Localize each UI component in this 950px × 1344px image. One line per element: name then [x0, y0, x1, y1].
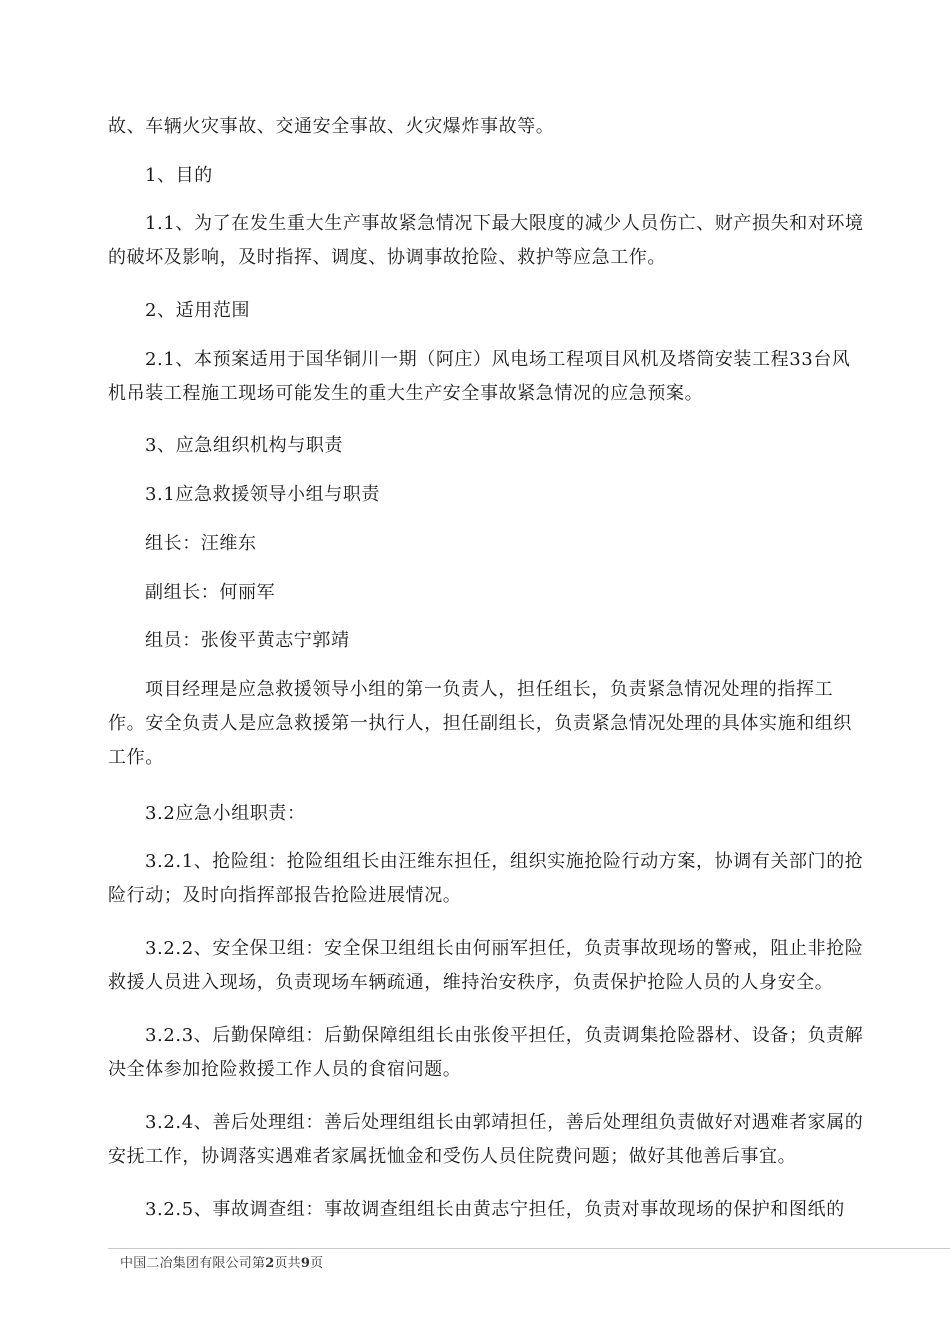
heading-purpose: 1、目的 — [145, 165, 213, 186]
footer-company: 中国二冶集团有限公司第 — [120, 1256, 266, 1271]
paragraph-investigation-team: 3.2.5、事故调查组：事故调查组组长由黄志宁担任，负责对事故现场的保护和图纸的 — [145, 1199, 845, 1220]
group-leader: 组长：汪维东 — [145, 533, 257, 554]
footer-page-total: 9 — [300, 1256, 311, 1271]
heading-team-duties: 3.2应急小组职责： — [145, 803, 306, 824]
page-footer — [120, 1254, 323, 1274]
paragraph-aftermath-team: 3.2.4、善后处理组：善后处理组组长由郭靖担任，善后处理组负责做好对遇难者家属的安抚工作，协调落实遇难者家属抚恤金和受伤人员住院费问题；做好其他善后事宜。 — [108, 1112, 864, 1167]
heading-organization: 3、应急组织机构与职责 — [145, 435, 344, 456]
deputy-group-leader: 副组长：何丽军 — [145, 582, 276, 603]
paragraph-scope: 2.1、本预案适用于国华铜川一期（阿庄）风电场工程项目风机及塔筒安装工程33台风机吊装工程施工现场可能发生的重大生产安全事故紧急情况的应急预案。 — [108, 349, 851, 404]
footer-page-mid: 页共 — [274, 1256, 301, 1271]
footer-divider — [108, 1248, 950, 1249]
paragraph-security-team: 3.2.2、安全保卫组：安全保卫组组长由何丽军担任，负责事故现场的警戒，阻止非抢险救援人员进入现场，负责现场车辆疏通，维持治安秩序，负责保护抢险人员的人身安全。 — [108, 938, 864, 993]
paragraph-continuation: 故、车辆火灾事故、交通安全事故、火灾爆炸事故等。 — [108, 116, 555, 137]
paragraph-rescue-team: 3.2.1、抢险组：抢险组组长由汪维东担任，组织实施抢险行动方案，协调有关部门的抢险行动；及时向指挥部报告抢险进展情况。 — [108, 851, 864, 906]
paragraph-purpose: 1.1、为了在发生重大生产事故紧急情况下最大限度的减少人员伤亡、财产损失和对环境的破坏及影响，及时指挥、调度、协调事故抢险、救护等应急工作。 — [108, 213, 864, 268]
heading-leadership-group: 3.1应急救援领导小组与职责 — [145, 484, 381, 505]
heading-scope: 2、适用范围 — [145, 300, 251, 321]
footer-page-current: 2 — [265, 1256, 275, 1271]
footer-page-end: 页 — [310, 1256, 324, 1271]
group-members: 组员：张俊平黄志宁郭靖 — [145, 630, 350, 651]
paragraph-logistics-team: 3.2.3、后勤保障组：后勤保障组组长由张俊平担任，负责调集抢险器材、设备；负责解决全体参加抢险救援工作人员的食宿问题。 — [108, 1025, 864, 1080]
paragraph-leadership-duties: 项目经理是应急救援领导小组的第一负责人，担任组长，负责紧急情况处理的指挥工作。安全负责人是应急救援第一执行人，担任副组长，负责紧急情况处理的具体实施和组织工作。 — [108, 679, 852, 768]
